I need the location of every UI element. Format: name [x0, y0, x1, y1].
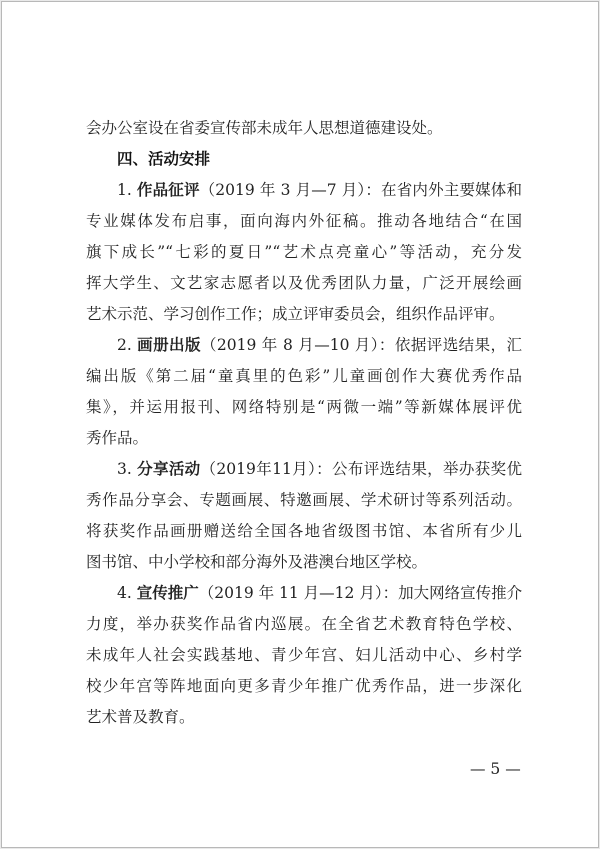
- document-body: [86, 113, 522, 733]
- activity-paragraph: [86, 175, 522, 330]
- intro-line: 会办公室设在省委宣传部未成年人思想道德建设处。: [86, 119, 443, 137]
- activity-lead: 宣传推广: [136, 584, 199, 602]
- paragraph-line: 4. 宣传推广（2019 年 11 月—12 月）：加大网络宣传推介: [117, 584, 522, 602]
- paragraph-line: 旗下成长”“七彩的夏日”“艺术点亮童心”等活动，充分发: [86, 243, 522, 261]
- activity-lead: 画册出版: [137, 336, 201, 354]
- paragraph-line: 2. 画册出版（2019 年 8 月—10 月）：依据评选结果，汇: [117, 336, 522, 354]
- paragraph-line: 专业媒体发布启事，面向海内外征稿。推动各地结合“在国: [86, 212, 522, 230]
- activity-lead: 作品征评: [136, 181, 200, 199]
- paragraph-line: 编出版《第二届“童真里的色彩”儿童画创作大赛优秀作品: [86, 367, 522, 385]
- paragraph-line: 3. 分享活动（2019年11月）：公布评选结果，举办获奖优: [117, 460, 522, 478]
- section-heading: 四、活动安排: [117, 150, 211, 168]
- paragraph-line: 艺术普及教育。: [86, 708, 195, 726]
- paragraph-line: 艺术示范、学习创作工作；成立评审委员会，组织作品评审。: [86, 305, 505, 323]
- paragraph-line: 未成年人社会实践基地、青少年宫、妇儿活动中心、乡村学: [86, 646, 522, 664]
- activity-lead: 分享活动: [137, 460, 201, 478]
- paragraph-line: 力度，举办获奖作品省内巡展。在全省艺术教育特色学校、: [86, 615, 522, 633]
- activity-paragraph: [86, 578, 522, 733]
- page-number: — 5 —: [470, 760, 521, 778]
- paragraph-line: 1. 作品征评（2019 年 3 月—7 月）：在省内外主要媒体和: [117, 181, 522, 199]
- paragraph-line: 校少年宫等阵地面向更多青少年推广优秀作品，进一步深化: [86, 677, 522, 695]
- activity-paragraph: [86, 454, 522, 578]
- activity-paragraph: [86, 330, 522, 454]
- paragraph-line: 集》，并运用报刊、网络特别是“两微一端”等新媒体展评优: [86, 398, 522, 416]
- paragraph-line: 秀作品分享会、专题画展、特邀画展、学术研讨等系列活动。: [86, 491, 522, 509]
- document-page: [1, 1, 599, 848]
- paragraph-line: 挥大学生、文艺家志愿者以及优秀团队力量，广泛开展绘画: [86, 274, 522, 292]
- activity-schedule: [86, 175, 522, 733]
- paragraph-line: 秀作品。: [86, 429, 149, 447]
- paragraph-line: 将获奖作品画册赠送给全国各地省级图书馆、本省所有少儿: [86, 522, 522, 540]
- paragraph-line: 图书馆、中小学校和部分海外及港澳台地区学校。: [86, 553, 428, 571]
